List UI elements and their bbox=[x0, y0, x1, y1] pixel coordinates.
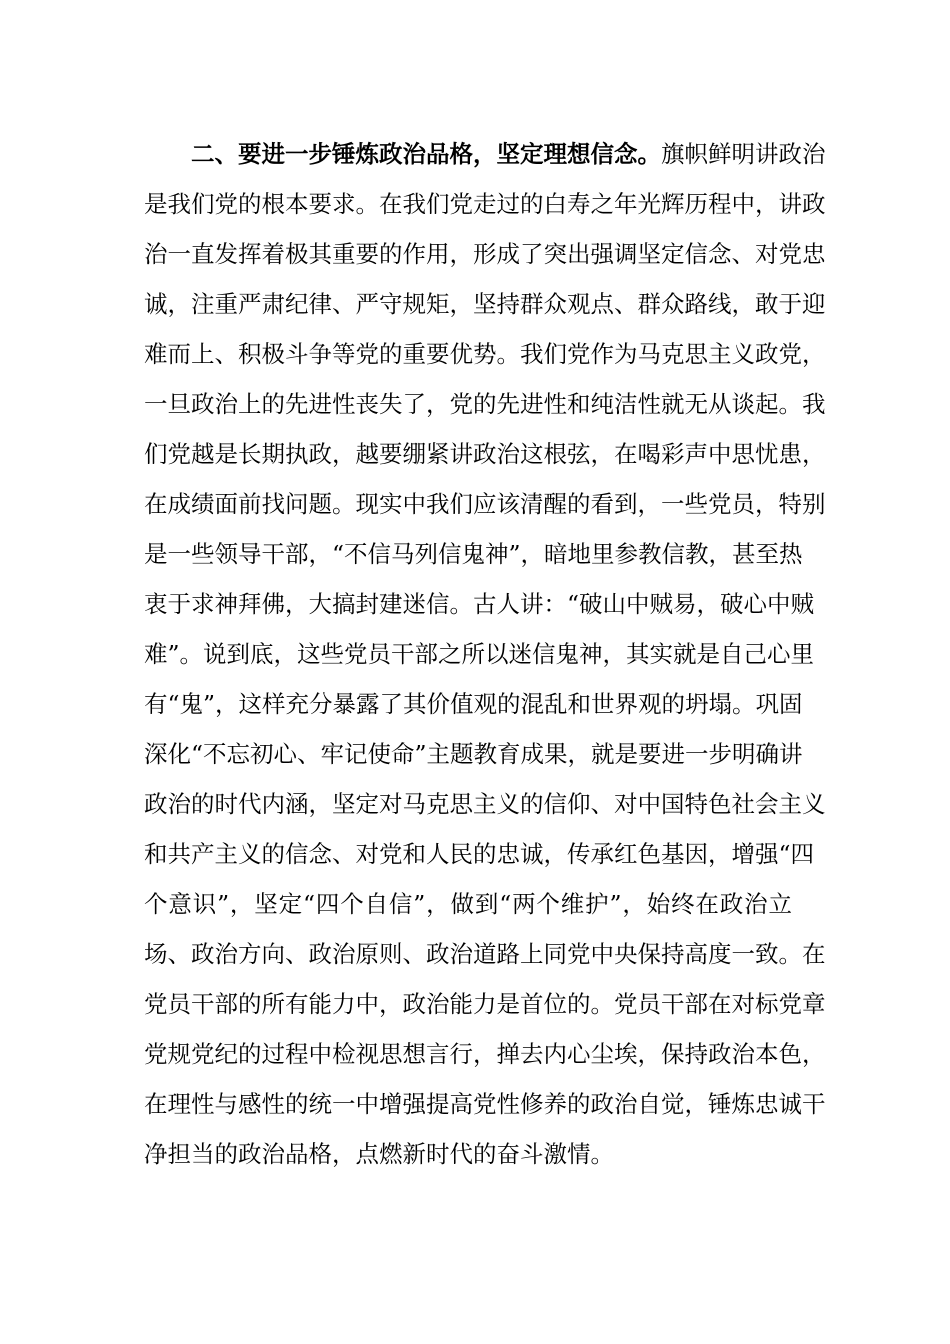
text-line: 衷于求神拜佛，大搞封建迷信。古人讲：“破山中贼易，破心中贼 bbox=[144, 590, 815, 618]
text-line: 难”。说到底，这些党员干部之所以迷信鬼神，其实就是自己心里 bbox=[144, 640, 815, 668]
body-paragraph bbox=[144, 129, 826, 1179]
text-line: 是我们党的根本要求。在我们党走过的白寿之年光辉历程中，讲政 bbox=[144, 190, 826, 218]
text-line: 是一些领导干部，“不信马列信鬼神”，暗地里参教信教，甚至热 bbox=[144, 540, 803, 568]
text-line: 深化“不忘初心、牢记使命”主题教育成果，就是要进一步明确讲 bbox=[144, 740, 803, 768]
text-line: 难而上、积极斗争等党的重要优势。我们党作为马克思主义政党， bbox=[144, 340, 826, 368]
text-line: 诚，注重严肃纪律、严守规矩，坚持群众观点、群众路线，敢于迎 bbox=[144, 290, 826, 318]
text-line: 有“鬼”，这样充分暴露了其价值观的混乱和世界观的坍塌。巩固 bbox=[144, 690, 803, 718]
text-line: 场、政治方向、政治原则、政治道路上同党中央保持高度一致。在 bbox=[144, 940, 826, 968]
text-line: 在成绩面前找问题。现实中我们应该清醒的看到，一些党员，特别 bbox=[144, 490, 826, 518]
text-line: 一旦政治上的先进性丧失了，党的先进性和纯洁性就无从谈起。我 bbox=[144, 390, 826, 418]
text-line-last: 净担当的政治品格，点燃新时代的奋斗激情。 bbox=[144, 1140, 614, 1168]
first-line-text: 旗帜鲜明讲政治 bbox=[661, 140, 826, 168]
text-line: 党员干部的所有能力中，政治能力是首位的。党员干部在对标党章 bbox=[144, 990, 826, 1018]
text-line: 和共产主义的信念、对党和人民的忠诚，传承红色基因，增强“四 bbox=[144, 840, 815, 868]
text-line: 治一直发挥着极其重要的作用，形成了突出强调坚定信念、对党忠 bbox=[144, 240, 826, 268]
text-line: 们党越是长期执政，越要绷紧讲政治这根弦，在喝彩声中思忧患， bbox=[144, 440, 826, 468]
text-line: 个意识”，坚定“四个自信”，做到“两个维护”，始终在政治立 bbox=[144, 890, 792, 918]
text-line: 党规党纪的过程中检视思想言行，掸去内心尘埃，保持政治本色， bbox=[144, 1040, 826, 1068]
section-heading: 二、要进一步锤炼政治品格，坚定理想信念。 bbox=[191, 140, 661, 168]
text-line: 在理性与感性的统一中增强提高党性修养的政治自觉，锤炼忠诚干 bbox=[144, 1090, 826, 1118]
text-line: 政治的时代内涵，坚定对马克思主义的信仰、对中国特色社会主义 bbox=[144, 790, 826, 818]
paragraph-first-line bbox=[144, 129, 826, 179]
